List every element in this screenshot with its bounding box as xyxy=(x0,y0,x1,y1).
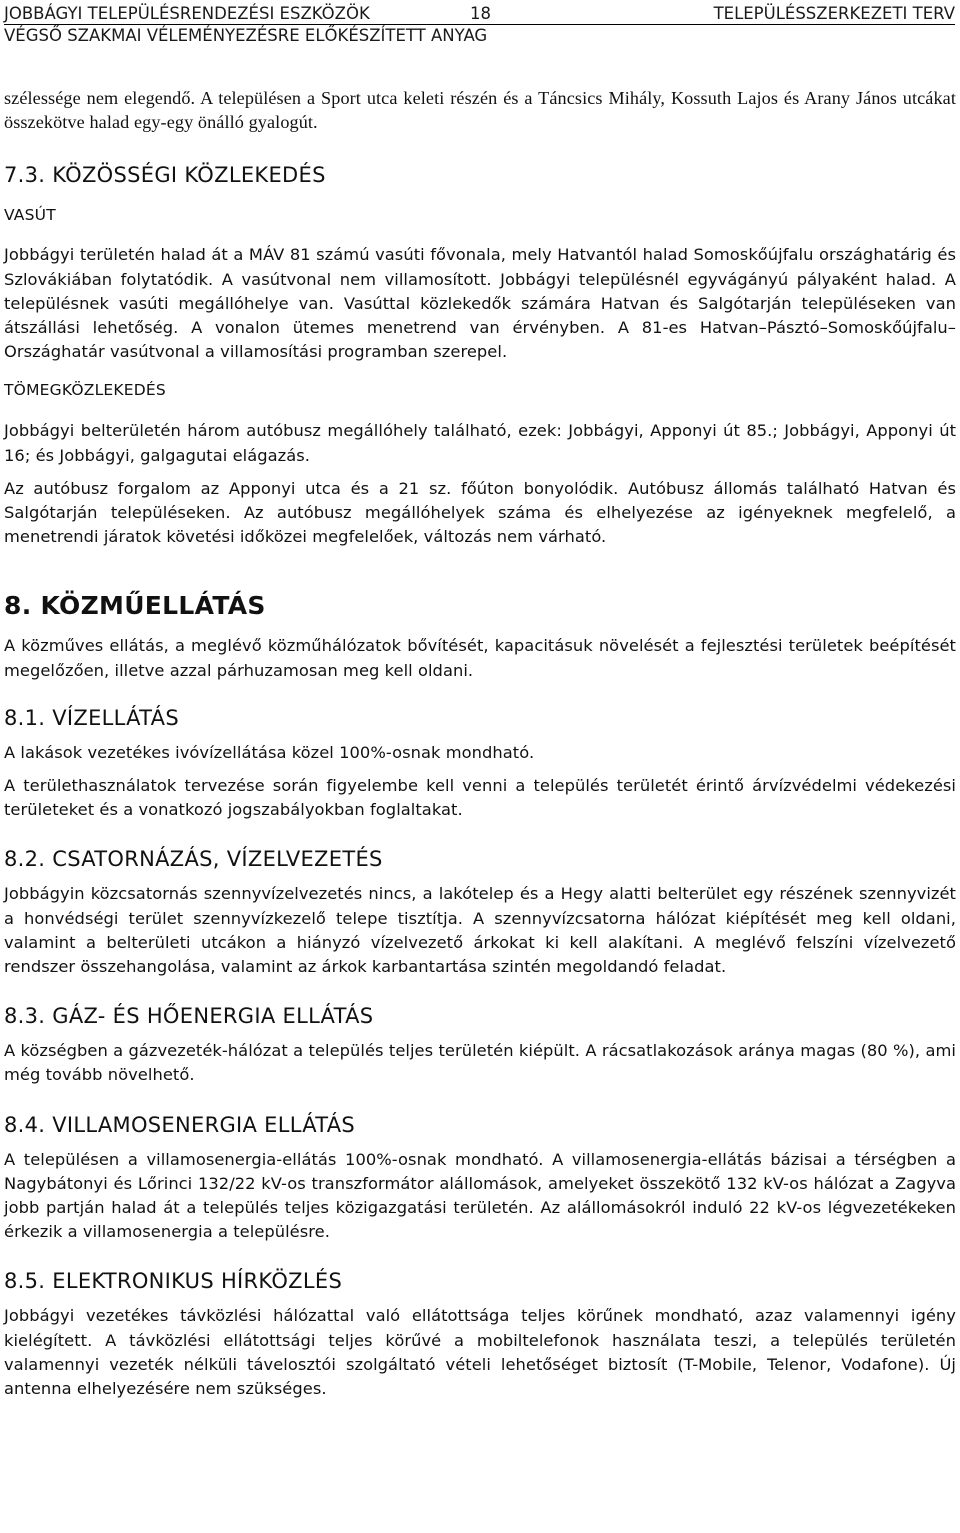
section-8-1-heading: 8.1. VÍZELLÁTÁS xyxy=(4,705,179,730)
section-7-3-heading: 7.3. KÖZÖSSÉGI KÖZLEKEDÉS xyxy=(4,163,326,188)
page-content xyxy=(4,86,956,1401)
header-top-row xyxy=(4,4,955,25)
bus-heading: TÖMEGKÖZLEKEDÉS xyxy=(4,381,166,400)
section-8-2-heading: 8.2. CSATORNÁZÁS, VÍZELVEZETÉS xyxy=(4,847,383,872)
section-8-heading: 8. KÖZMŰELLÁTÁS xyxy=(4,591,266,621)
section-8-4-paragraph: A településen a villamosenergia-ellátás 100%-osnak mondható. A villamosenergia-ellátás bázisai a térségben a Nagybátonyi és Lőrinci 132/22 kV-os transzformátor alállomások, amelyeket összekötő 132 kV-os hálózat a Zagyva jobb partján halad át a település teljes közigazgatási területén. Az alállomásokról induló 22 kV-os légvezetékeken érkezik a villamosenergia a településre. xyxy=(4,1149,956,1242)
page-header xyxy=(4,4,955,47)
section-8-4-heading: 8.4. VILLAMOSENERGIA ELLÁTÁS xyxy=(4,1112,356,1137)
section-8-1-paragraph-2: A területhasználatok tervezése során figyelembe kell venni a település területét érintő árvízvédelmi védekezési területeket és a vonatkozó jogszabályokban foglaltakat. xyxy=(4,776,956,820)
section-8-5-paragraph: Jobbágyi vezetékes távközlési hálózattal való ellátottsága teljes körűnek mondható, azaz valamennyi igény kielégített. A távközlési ellátottsági teljes körűvé a mobiltelefonok használata teszi, a település területén valamennyi vezeték nélküli távelosztói szolgáltató vételi lehetőséget biztosít (T-Mobile, Telenor, Vodafone). Új antenna elhelyezésére nem szükséges. xyxy=(4,1306,956,1399)
bus-paragraph-2: Az autóbusz forgalom az Apponyi utca és a 21 sz. főúton bonyolódik. Autóbusz állomás található Hatvan és Salgótarján településeken. Az autóbusz megállóhelyek száma és elhelyezése az igényeknek megfelelő, a menetrendi járatok követési időközei megfelelőek, változás nem várható. xyxy=(4,478,956,547)
intro-paragraph: szélessége nem elegendő. A településen a Sport utca keleti részén és a Táncsics Mihály, Kossuth Lajos és Arany János utcákat összekötve halad egy-egy önálló gyalogút. xyxy=(4,88,956,133)
section-8-5-heading: 8.5. ELEKTRONIKUS HÍRKÖZLÉS xyxy=(4,1269,343,1294)
section-8-1-paragraph-1: A lakások vezetékes ivóvízellátása közel 100%-osnak mondható. xyxy=(4,742,535,762)
header-subtitle: VÉGSŐ SZAKMAI VÉLEMÉNYEZÉSRE ELŐKÉSZÍTETT ANYAG xyxy=(4,26,488,45)
section-8-3-heading: 8.3. GÁZ- ÉS HŐENERGIA ELLÁTÁS xyxy=(4,1004,374,1029)
bus-paragraph-1: Jobbágyi belterületén három autóbusz megállóhely található, ezek: Jobbágyi, Apponyi út 85.; Jobbágyi, Apponyi út 16; és Jobbágyi, galgagutai elágazás. xyxy=(4,421,956,465)
header-page-number: 18 xyxy=(470,4,491,23)
header-plan-title: TELEPÜLÉSSZERKEZETI TERV xyxy=(713,4,955,23)
header-document-title: JOBBÁGYI TELEPÜLÉSRENDEZÉSI ESZKÖZÖK xyxy=(4,4,370,23)
rail-heading: VASÚT xyxy=(4,206,56,225)
rail-paragraph: Jobbágyi területén halad át a MÁV 81 számú vasúti fővonala, mely Hatvantól halad Somoskőújfalu országhatárig és Szlovákiában folytatódik. A vasútvonal nem villamosított. Jobbágyi településnél egyvágányú pályaként halad. A településnek vasúti megállóhelye van. Vasúttal közlekedők számára Hatvan és Salgótarján településeken van átszállási lehetőség. A vonalon ütemes menetrend van érvényben. A 81-es Hatvan–Pásztó–Somoskőújfalu–Országhatár vasútvonal a villamosítási programban szerepel. xyxy=(4,245,956,362)
section-8-2-paragraph: Jobbágyin közcsatornás szennyvízelvezetés nincs, a lakótelep és a Hegy alatti belterület egy részének szennyvizét a honvédségi terület szennyvízkezelő telepe tisztítja. A szennyvízcsatorna hálózat kiépítését meg kell oldani, valamint a belterületi utcákon a hiányzó vízelvezető árkokat ki kell alakítani. A meglévő felszíni vízelvezető rendszer összehangolása, valamint az árkok karbantartása szintén megoldandó feladat. xyxy=(4,884,956,977)
section-8-3-paragraph: A községben a gázvezeték-hálózat a település teljes területén kiépült. A rácsatlakozások aránya magas (80 %), ami még tovább növelhető. xyxy=(4,1041,956,1085)
section-8-paragraph: A közműves ellátás, a meglévő közműhálózatok bővítését, kapacitásuk növelését a fejlesztési területek beépítését megelőzően, illetve azzal párhuzamosan meg kell oldani. xyxy=(4,636,956,680)
